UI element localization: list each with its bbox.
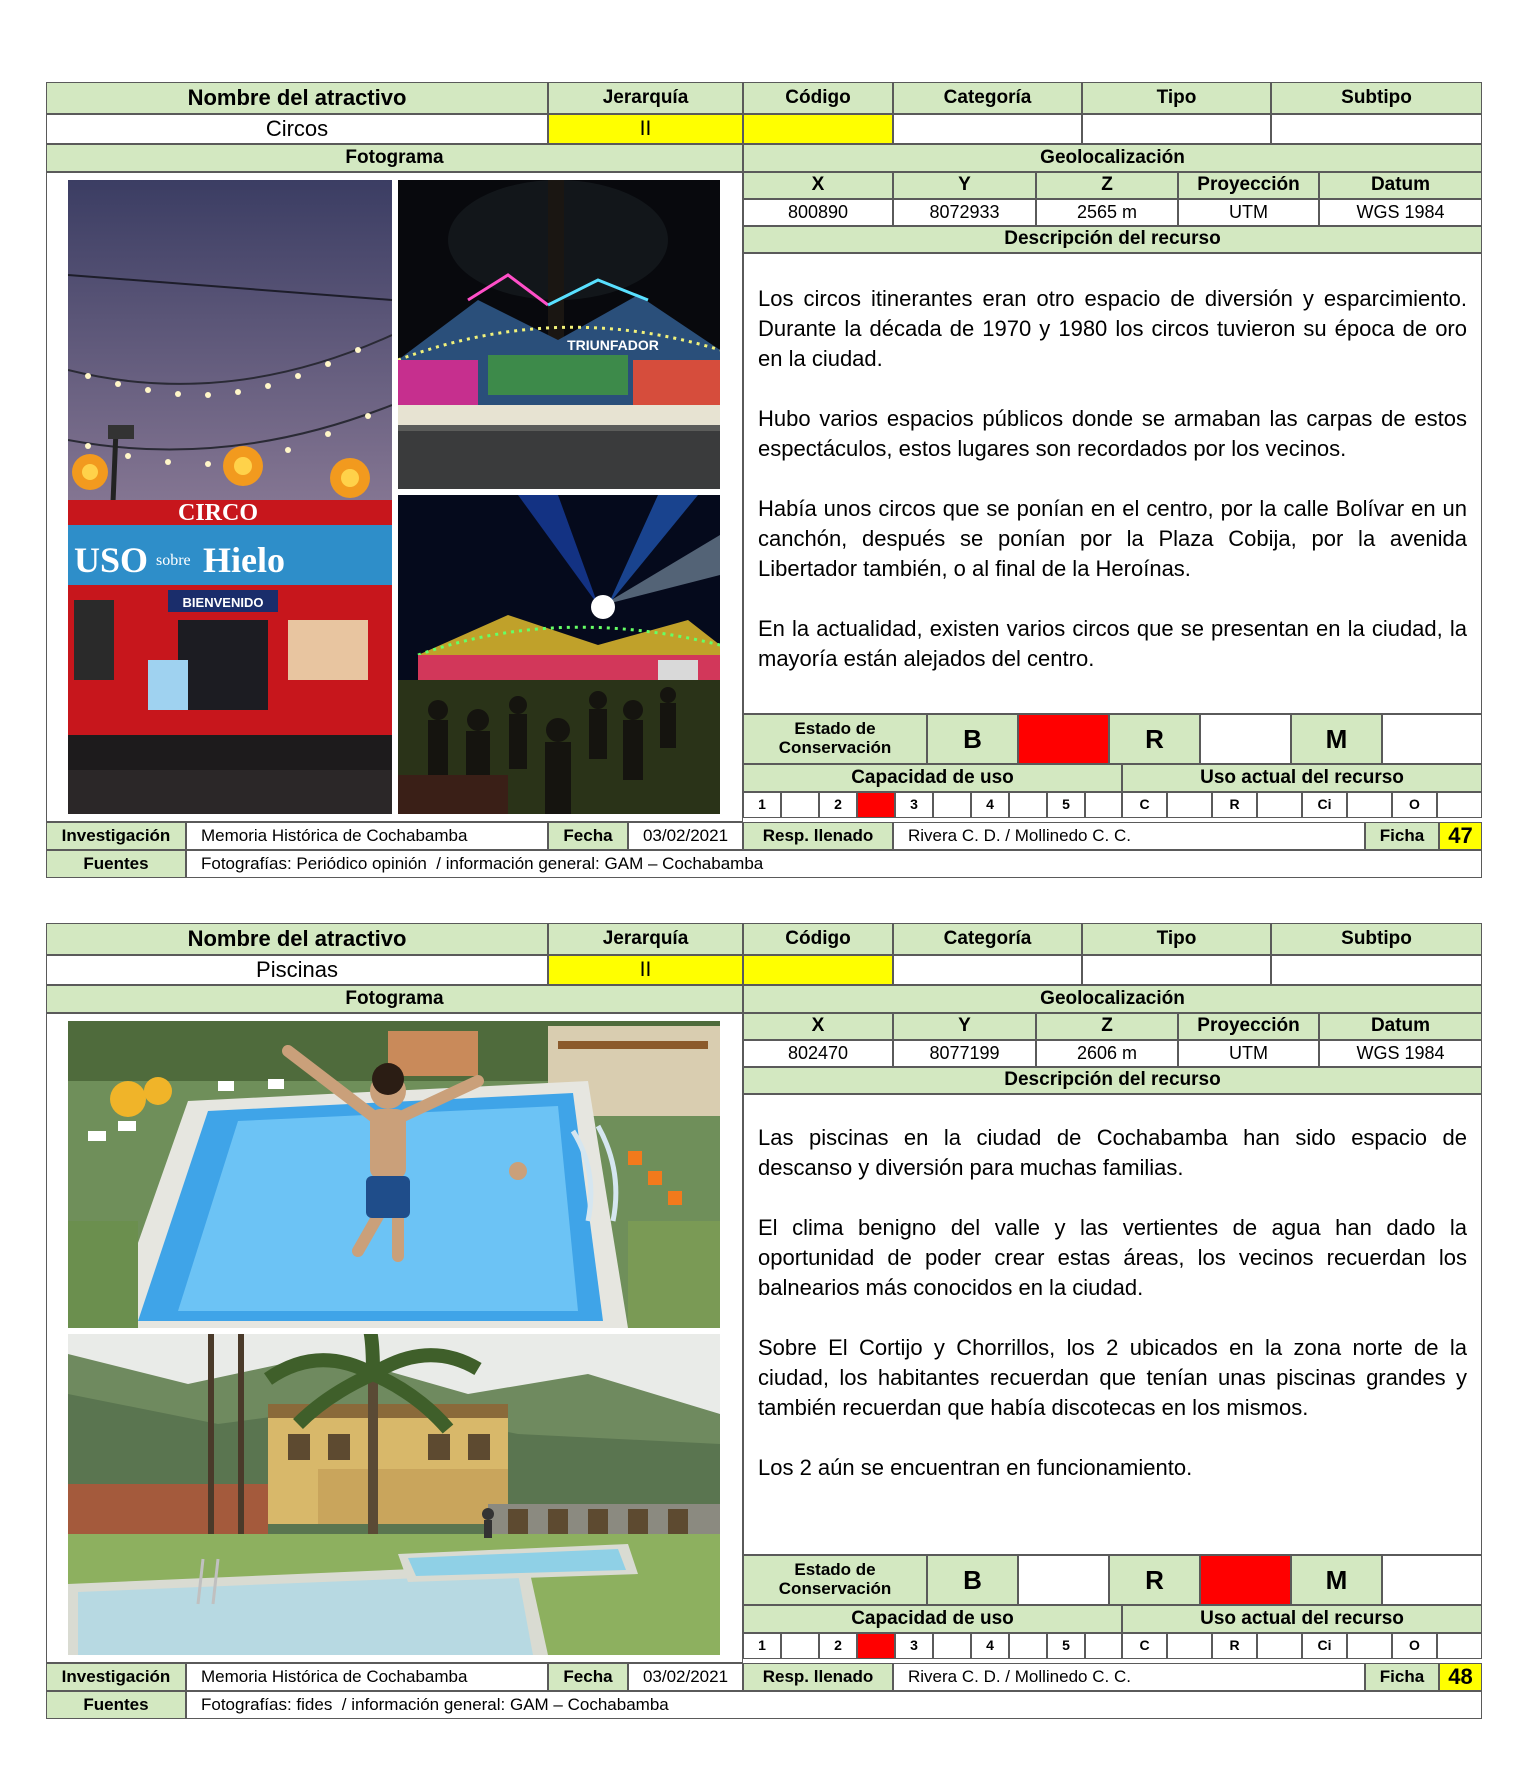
header-nombre: Nombre del atractivo <box>46 923 548 955</box>
header-ficha: Ficha <box>1365 822 1439 850</box>
header-uso-actual: Uso actual del recurso <box>1122 1605 1482 1633</box>
ficha-circos <box>46 82 1482 878</box>
jerarquia-value: II <box>548 955 743 985</box>
uso-c-mark <box>1167 792 1212 818</box>
header-subtipo: Subtipo <box>1271 923 1482 955</box>
descripcion-parrafo-4: En la actualidad, existen varios circos que se presentan en la ciudad, la mayoría están alejados del centro. <box>758 616 1467 671</box>
estado-m-mark <box>1382 714 1482 764</box>
capacidad-1-mark <box>781 1633 819 1659</box>
photo-circo-multitud <box>398 495 720 814</box>
header-datum: Datum <box>1319 1013 1482 1040</box>
estado-b-label: B <box>927 714 1018 764</box>
uso-c-label: C <box>1122 1633 1167 1659</box>
capacidad-4-label: 4 <box>971 792 1009 818</box>
header-capacidad: Capacidad de uso <box>743 1605 1122 1633</box>
header-geolocalizacion: Geolocalización <box>743 144 1482 172</box>
resp-llenado-value: Rivera C. D. / Mollinedo C. C. <box>893 822 1365 850</box>
uso-r-label: R <box>1212 1633 1257 1659</box>
descripcion-texto <box>743 1094 1482 1555</box>
uso-r-mark <box>1257 792 1302 818</box>
estado-r-label: R <box>1109 1555 1200 1605</box>
uso-ci-mark <box>1347 792 1392 818</box>
descripcion-parrafo-4: Los 2 aún se encuentran en funcionamiento. <box>758 1455 1193 1480</box>
capacidad-4-mark <box>1009 792 1047 818</box>
datum-value: WGS 1984 <box>1319 199 1482 226</box>
estado-label-line2: Conservación <box>778 738 892 757</box>
z-value: 2606 m <box>1036 1040 1178 1067</box>
photo-circo-carpa-noche <box>398 180 720 489</box>
header-x: X <box>743 172 893 199</box>
header-descripcion: Descripción del recurso <box>743 226 1482 253</box>
investigacion-value: Memoria Histórica de Cochabamba <box>186 822 548 850</box>
estado-label <box>743 1555 927 1605</box>
estado-b-label: B <box>927 1555 1018 1605</box>
estado-label-line1: Estado de <box>794 1560 876 1580</box>
uso-ci-label: Ci <box>1302 1633 1347 1659</box>
uso-c-mark <box>1167 1633 1212 1659</box>
header-investigacion: Investigación <box>46 1663 186 1691</box>
uso-o-label: O <box>1392 1633 1437 1659</box>
capacidad-2-label: 2 <box>819 792 857 818</box>
sign-bienvenido-text: BIENVENIDO <box>182 595 264 610</box>
x-value: 802470 <box>743 1040 893 1067</box>
capacidad-4-label: 4 <box>971 1633 1009 1659</box>
header-fecha: Fecha <box>548 1663 628 1691</box>
codigo-value <box>743 114 893 144</box>
tent-triunfador-text: TRIUNFADOR <box>567 337 659 353</box>
photo-circo-sobre-hielo <box>68 180 392 814</box>
capacidad-3-label: 3 <box>895 1633 933 1659</box>
capacidad-3-label: 3 <box>895 792 933 818</box>
z-value: 2565 m <box>1036 199 1178 226</box>
descripcion-parrafo-1: Las piscinas en la ciudad de Cochabamba han sido espacio de descanso y diversión para muchas familias. <box>758 1125 1467 1180</box>
capacidad-2-mark <box>857 792 895 818</box>
header-geolocalizacion: Geolocalización <box>743 985 1482 1013</box>
estado-m-label: M <box>1291 1555 1382 1605</box>
uso-r-mark <box>1257 1633 1302 1659</box>
nombre-value: Circos <box>46 114 548 144</box>
header-y: Y <box>893 172 1036 199</box>
photo-piscina-balneario <box>68 1334 720 1655</box>
descripcion-parrafo-2: El clima benigno del valle y las vertientes de agua han dado la oportunidad de poder crear estas áreas, los vecinos recuerdan los balnearios más conocidos en la ciudad. <box>758 1215 1467 1300</box>
header-jerarquia: Jerarquía <box>548 923 743 955</box>
header-ficha: Ficha <box>1365 1663 1439 1691</box>
header-codigo: Código <box>743 82 893 114</box>
investigacion-value: Memoria Histórica de Cochabamba <box>186 1663 548 1691</box>
ficha-piscinas <box>46 923 1482 1719</box>
capacidad-1-mark <box>781 792 819 818</box>
header-fuentes: Fuentes <box>46 850 186 878</box>
capacidad-2-label: 2 <box>819 1633 857 1659</box>
header-tipo: Tipo <box>1082 923 1271 955</box>
header-proyeccion: Proyección <box>1178 1013 1319 1040</box>
sign-circo-text: CIRCO <box>177 500 259 526</box>
x-value: 800890 <box>743 199 893 226</box>
estado-label <box>743 714 927 764</box>
uso-o-mark <box>1437 792 1482 818</box>
uso-o-label: O <box>1392 792 1437 818</box>
header-nombre: Nombre del atractivo <box>46 82 548 114</box>
header-jerarquia: Jerarquía <box>548 82 743 114</box>
nombre-value: Piscinas <box>46 955 548 985</box>
header-fuentes: Fuentes <box>46 1691 186 1719</box>
header-tipo: Tipo <box>1082 82 1271 114</box>
uso-ci-label: Ci <box>1302 792 1347 818</box>
header-codigo: Código <box>743 923 893 955</box>
estado-b-mark <box>1018 714 1109 764</box>
datum-value: WGS 1984 <box>1319 1040 1482 1067</box>
header-y: Y <box>893 1013 1036 1040</box>
estado-label-line1: Estado de <box>794 719 876 739</box>
header-subtipo: Subtipo <box>1271 82 1482 114</box>
header-x: X <box>743 1013 893 1040</box>
subtipo-value <box>1271 114 1482 144</box>
proyeccion-value: UTM <box>1178 1040 1319 1067</box>
uso-c-label: C <box>1122 792 1167 818</box>
capacidad-1-label: 1 <box>743 792 781 818</box>
uso-ci-mark <box>1347 1633 1392 1659</box>
header-investigacion: Investigación <box>46 822 186 850</box>
estado-b-mark <box>1018 1555 1109 1605</box>
sign-uso-text: USO <box>74 540 149 580</box>
sign-hielo-text: Hielo <box>203 540 285 580</box>
capacidad-5-mark <box>1085 792 1122 818</box>
descripcion-parrafo-2: Hubo varios espacios públicos donde se armaban las carpas de estos espectáculos, estos lugares son recordados por los vecinos. <box>758 406 1467 461</box>
subtipo-value <box>1271 955 1482 985</box>
header-fecha: Fecha <box>548 822 628 850</box>
fuentes-value: Fotografías: Periódico opinión / información general: GAM – Cochabamba <box>186 850 1482 878</box>
header-uso-actual: Uso actual del recurso <box>1122 764 1482 792</box>
header-resp-llenado: Resp. llenado <box>743 822 893 850</box>
ficha-number: 47 <box>1439 822 1482 850</box>
tipo-value <box>1082 114 1271 144</box>
uso-r-label: R <box>1212 792 1257 818</box>
header-capacidad: Capacidad de uso <box>743 764 1122 792</box>
capacidad-2-mark <box>857 1633 895 1659</box>
header-z: Z <box>1036 1013 1178 1040</box>
categoria-value <box>893 955 1082 985</box>
header-descripcion: Descripción del recurso <box>743 1067 1482 1094</box>
categoria-value <box>893 114 1082 144</box>
capacidad-5-label: 5 <box>1047 792 1085 818</box>
sign-sobre-text: sobre <box>156 552 191 569</box>
estado-r-mark <box>1200 714 1291 764</box>
estado-m-mark <box>1382 1555 1482 1605</box>
estado-m-label: M <box>1291 714 1382 764</box>
descripcion-parrafo-1: Los circos itinerantes eran otro espacio de diversión y esparcimiento. Durante la década de 1970 y 1980 los circos tuvieron su época de oro en la ciudad. <box>758 286 1467 371</box>
capacidad-3-mark <box>933 1633 971 1659</box>
capacidad-4-mark <box>1009 1633 1047 1659</box>
header-fotograma: Fotograma <box>46 144 743 172</box>
codigo-value <box>743 955 893 985</box>
fuentes-value: Fotografías: fides / información general: GAM – Cochabamba <box>186 1691 1482 1719</box>
estado-label-line2: Conservación <box>778 1579 892 1598</box>
fecha-value: 03/02/2021 <box>628 1663 743 1691</box>
photo-piscina-salto <box>68 1021 720 1328</box>
uso-o-mark <box>1437 1633 1482 1659</box>
header-categoria: Categoría <box>893 923 1082 955</box>
header-categoria: Categoría <box>893 82 1082 114</box>
header-resp-llenado: Resp. llenado <box>743 1663 893 1691</box>
descripcion-parrafo-3: Sobre El Cortijo y Chorrillos, los 2 ubicados en la zona norte de la ciudad, los habitantes recuerdan que tenían unas piscinas grandes y también recuerdan que había discotecas en los mismos. <box>758 1335 1467 1420</box>
fecha-value: 03/02/2021 <box>628 822 743 850</box>
jerarquia-value: II <box>548 114 743 144</box>
header-z: Z <box>1036 172 1178 199</box>
ficha-number: 48 <box>1439 1663 1482 1691</box>
y-value: 8072933 <box>893 199 1036 226</box>
estado-r-label: R <box>1109 714 1200 764</box>
header-datum: Datum <box>1319 172 1482 199</box>
tipo-value <box>1082 955 1271 985</box>
header-fotograma: Fotograma <box>46 985 743 1013</box>
proyeccion-value: UTM <box>1178 199 1319 226</box>
capacidad-1-label: 1 <box>743 1633 781 1659</box>
descripcion-parrafo-3: Había unos circos que se ponían en el centro, por la calle Bolívar en un canchón, después se ponían por la Plaza Cobija, por la avenida Libertador también, o al final de la Heroínas. <box>758 496 1467 581</box>
resp-llenado-value: Rivera C. D. / Mollinedo C. C. <box>893 1663 1365 1691</box>
capacidad-3-mark <box>933 792 971 818</box>
capacidad-5-label: 5 <box>1047 1633 1085 1659</box>
estado-r-mark <box>1200 1555 1291 1605</box>
descripcion-texto <box>743 253 1482 714</box>
header-proyeccion: Proyección <box>1178 172 1319 199</box>
y-value: 8077199 <box>893 1040 1036 1067</box>
capacidad-5-mark <box>1085 1633 1122 1659</box>
